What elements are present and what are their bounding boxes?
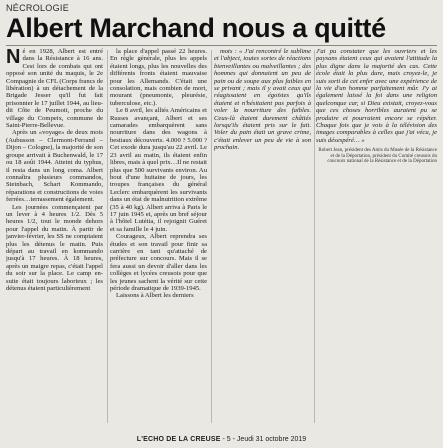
paragraph: la place d'appel passé 22 heures. En règle générale, plus les appels étaient longs, plus les nouvelles des différents fronts étaient mauvaise pour les Allemands. C'était une consolation, mais combien de mort, mourant (pneumonie, pleurésie, tuberculose, etc.). <box>110 48 207 107</box>
column-4 <box>316 48 437 425</box>
paragraph: Courageux, Albert reprendra ses études et son travail pour finir sa carrière en tant qu'attaché de préfecture sur concours. Mais il se fera aussi un devoir d'aller dans les collèges et lycées creusois pour que les jeunes sachent la vérité sur cette période dramatique de 1939-1945. <box>110 233 207 292</box>
column-divider <box>314 50 315 423</box>
article-body <box>6 48 437 425</box>
paragraph: mots : « J'ai rencontré le sublime et l'abject, toutes sortes de réactions bienveillantes ou malveillantes ; des hommes qui donnaient un peu de pain ou de soupe aux plus faibles en se privant ; mais il y avait ceux qui réagissaient en égoïstes qu'ils étaient et n'hésitaient pas parfois à voler la nourriture des faibles. Ceux-là étaient durement châtiés lorsqu'ils étaient pris sur le fait. Voler du pain était un grave crime, c'était enlever un peu de vie à son prochain. <box>214 48 311 152</box>
article-headline: Albert Marchand nous a quitté <box>6 13 386 43</box>
column-divider <box>211 50 212 423</box>
paragraph <box>6 48 103 129</box>
quote-continuation <box>316 48 437 144</box>
drop-cap: N <box>6 48 21 68</box>
paragraph: J'ai pu constater que les ouvriers et les paysans étaient ceux qui avaient l'attitude la plus digne dans la majorité des cas. Cette école était la plus dure, mais croyez-le, je suis sorti de cet enfer avec une expérience de la vie d'un homme parfaitement mûr. J'y ai également laissé la foi dans une religion quelconque car, si Dieu existait, croyez-vous que ces choses horribles auraient pu se produire et pourraient encore se répéter. Chaque fois que je vois à la télévision des images comparables à celles que j'ai vécu, je suis désespéré… » <box>316 48 437 144</box>
paragraph: Après un «voyage» de deux mois (Aubusson – Clermont-Ferrand – Dijon – Cologne), la majorité de son groupe arrivait à Buchenwald, le 17 ou 18 août 1944. Atteint du typhus, il resta dans un long coma. Albert connaîtra plusieurs commandos, Steinbach, Schart Kommando, réparations et constructions de voies ferrées…terrassement également. <box>6 129 103 204</box>
section-rubric: NÉCROLOGIE <box>6 3 70 13</box>
headline-rule <box>6 45 437 46</box>
column-divider <box>107 50 108 423</box>
column-2 <box>110 48 207 425</box>
paragraph-text: é en 1928, Albert est entré dans la Résistance à 16 ans. Cest lors de combats qui ont opposé son unité du maquis, le 2e Compagnie de CFL (Corps francs de libération) à un détachement de la Brigade Jesser qu'il fut fait prisonnier le 17 juillet 1944, au lieu-dit Côte de Peumoit, proche du village du Compeix, commune de Saint-Pierre-Bellevue. <box>6 48 103 130</box>
column-1 <box>6 48 103 425</box>
footer-date: - 5 - Jeudi 31 octobre 2019 <box>222 436 307 443</box>
paragraph: Le 8 avril, les alliés Américains et Russes avançant, Albert et ses camarades embarquèrent sans nourriture dans des wagons à bestiaux découverts. 4.000 ? 5.000 ? Cet exode dura jusqu'au 22 avril. Le 23 avril au matin, ils étaient enfin libres, mais à quel prix…Il ne restait plus que 500 survivants environ. Au bout d'une huitaine de jours, les troupes françaises du général Leclerc embarquèrent les survivants dans un état de malnutrition extrême (35 à 40 kg). Albert arriva à Paris le 17 juin 1945 et, après un bref séjour à l'hôtel Lutétia, il rejoignit Guéret et sa famille le 4 juin. <box>110 107 207 233</box>
newspaper-name: L'ECHO DE LA CREUSE <box>136 436 221 443</box>
column-3 <box>214 48 311 425</box>
page-footer <box>0 436 443 443</box>
author-byline: Robert Jean, président des Amis du Musée de la Résistance et de la Déportation, président du Comité creusois du concours national de la Résistance et de la Déportation <box>318 148 437 165</box>
paragraph: Laissons à Albert les derniers <box>116 292 194 300</box>
paragraph: Les journées commençaient par un lever à 4 heures 1/2. Dès 5 heures 1/2, tout le monde dehors pour l'appel du matin. À partir de janvier-février, les SS ne comptaient plus les détenus le matin. Puis départ au travail en kommando jusqu'à 17 heures. À 18 heures, après un maigre repas, c'était l'appel du soir sur la place. Le camp en-suite était toujours laborieux ; les détenus étaient particulièrement <box>6 203 103 292</box>
